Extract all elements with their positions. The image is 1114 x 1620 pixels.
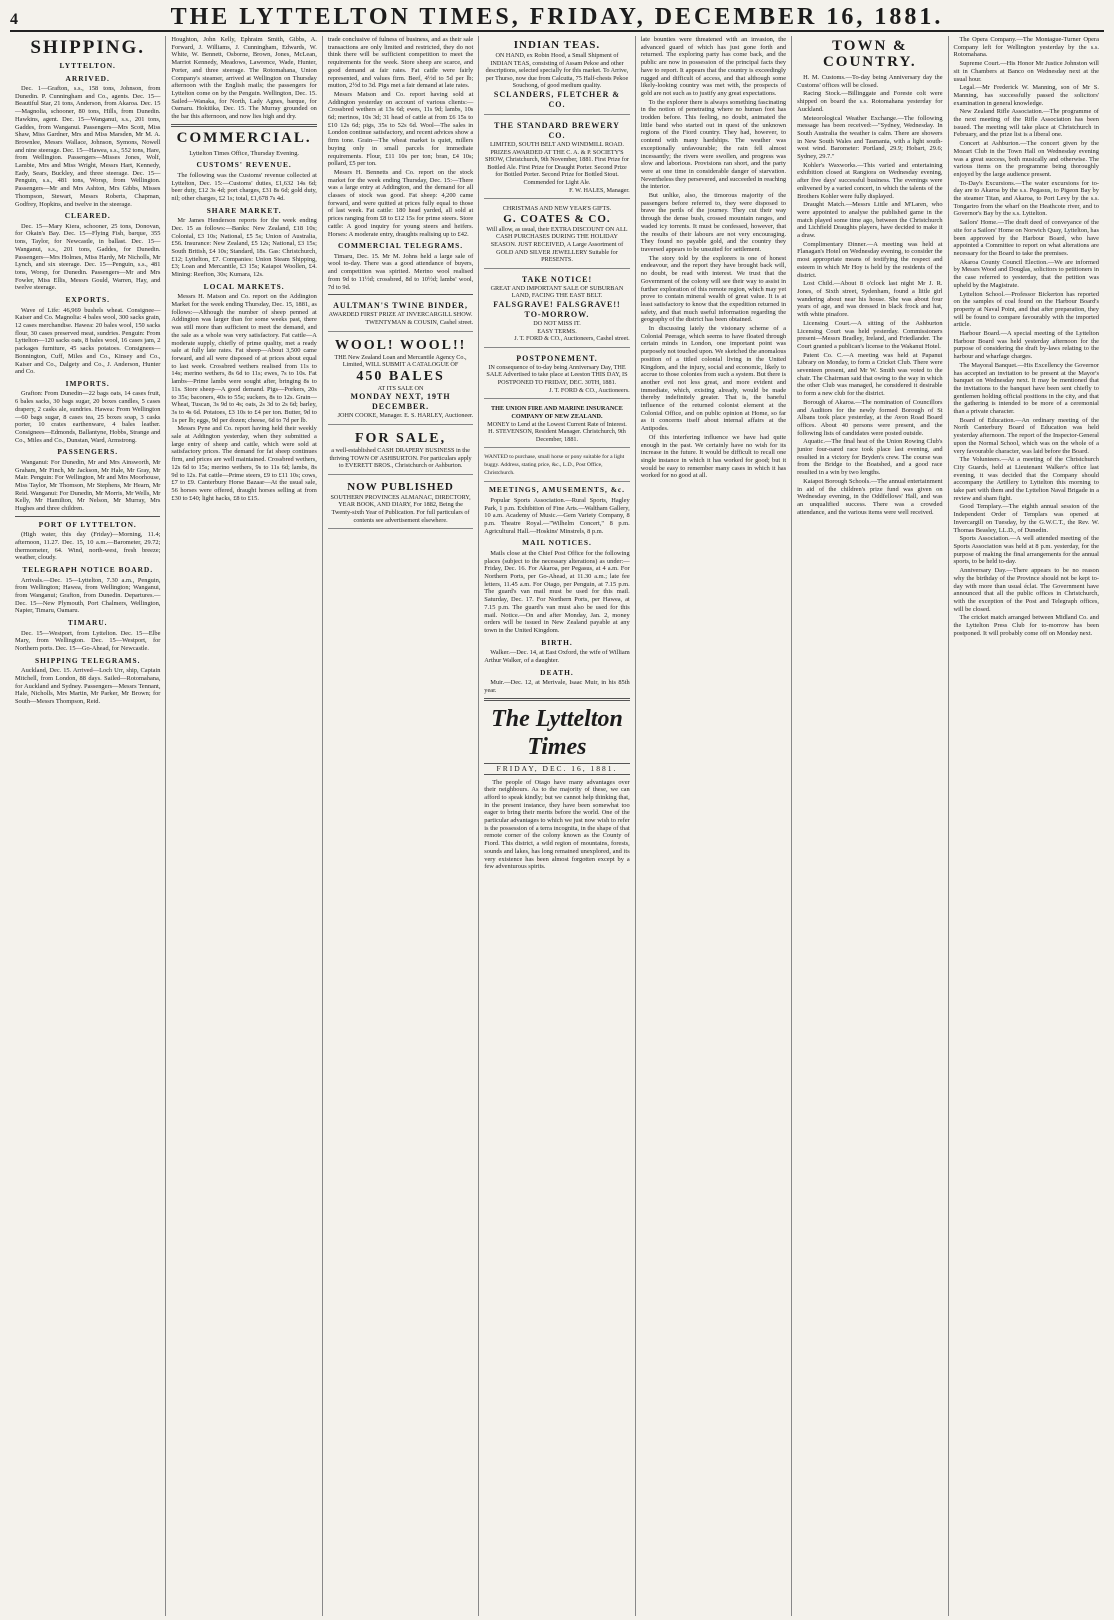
news-item: Kohler's Waxworks.—This varied and entertaining exhibition closed at Rangiora on Wednesday evening, after five days' successful business. The evenings were enlivened by a varied concert, in which the talents of the Brothers Kohler were fully displayed.: [797, 161, 943, 200]
subhead-local-markets: LOCAL MARKETS.: [203, 281, 285, 291]
shipping-continued-text: Houghton, John Kelly, Ephraim Smith, Gibbs, A. Forward, J. Williams, J. Cunningham, Edwards, W. White, W. Bennett, Osborne, Brown, Jones, McLean, Marriot Kennedy, Meadows, Lawrence, Wade, Hunter, Porter, and three steerage. The Rotomahana, Union Company's steamer, arrived at Wellington on Thursday afternoon with the English mails; the passengers for Lyttelton come on by the Penguin. Wellington, Dec. 15. Sailed—Wanaka, for North, Lady Agnes, barque, for Oamaru. Hokitika, Dec. 15. The Murray grounded on the bar this afternoon, and now lies high and dry.: [171, 36, 317, 121]
column-town-country-continued: [949, 36, 1104, 1616]
ad-for-sale-heading: FOR SALE,: [354, 431, 447, 447]
ad-wool-sale: [328, 335, 473, 425]
masthead: [10, 4, 1104, 32]
subhead-timaru: TIMARU.: [67, 618, 108, 628]
ad-land-miss: DO NOT MISS IT.: [533, 319, 581, 327]
news-item: Racing Stock.—Billinggate and Foreste colt were shipped on board the s.s. Rotomahana yesterday for Auckland.: [797, 90, 943, 113]
column-shipping: [10, 36, 166, 1616]
ad-union-insurance: [484, 402, 629, 448]
ad-land-heading: TAKE NOTICE!: [521, 274, 593, 284]
ad-coates-pre: CHRISTMAS AND NEW YEAR'S GIFTS.: [502, 205, 612, 213]
section-heading-commercial: COMMERCIAL.: [176, 129, 312, 146]
ad-wool-text: THE New Zealand Loan and Mercantile Agency Co., Limited, WILL SUBMIT A CATALOGUE OF: [334, 353, 467, 369]
column-town-country: [792, 36, 948, 1616]
subhead-meetings: MEETINGS, AMUSEMENTS, &c.: [488, 485, 626, 495]
section-heading-town-country: TOWN & COUNTRY.: [822, 38, 917, 70]
meetings-text: Popular Sports Association.—Rural Sports, Hagley Park, 1 p.m. Exhibition of Fine Arts.—Waltham Gallery, 10 a.m. Academy of Music.—Gem Variety Company, 8 p.m. Theatre Royal.—"Wilhelm Concert," 8 p.m. Agricultural Hall.—Hoskins' Minstrels, 8 p.m.: [484, 496, 630, 535]
subhead-port: PORT OF LYTTELTON.: [38, 519, 137, 529]
ad-postponement-text: IN consequence of to-day being Anniversary Day, THE SALE Advertised to take place at Leeston THIS DAY, IS POSTPONED TO FRIDAY, DEC. 30TH, 1881.: [486, 363, 628, 387]
news-item: The Opera Company.—The Montague-Turner Opera Company left for Wellington yesterday by the s.s. Rotomahana.: [953, 36, 1099, 59]
news-item: Concert at Ashburton.—The concert given by the Mozart Club in the Town Hall on Wednesday evening was a great success, both musically and otherwise. The various items on the programme being thoroughly enjoyed by the large audience present.: [953, 140, 1099, 178]
news-item: Sailors' Home.—The draft deed of conveyance of the site for a Sailors' Home on Norwich Quay, Lyttelton, has been approved by the Harbour Board, who have appointed a Committee to report on what alterations are necessary for the Board to take the premises.: [953, 219, 1099, 257]
news-item: New Zealand Rifle Association.—The programme of the next meeting of the Rifle Association has been issued. The meeting will take place at Christchurch in February, and the prize list is a liberal one.: [953, 108, 1099, 139]
leader-paragraph: In discussing lately the visionary scheme of a Colonial Peerage, which seems to have floated through certain minds in London, one important point was purposely not touched upon. We sketched the anomalous position of a titled colonial living in the United Kingdom, and the injury, social and economic, likely to accrue to those colonies from such a system. But there is another evil not less great, and more evident and immediate, which, existing already, would be made thereby indefinitely greater. That is, the baneful influence of the returned colonist element at the Colonial Office, and on public opinion at Home, so far as it concerns itself about internal affairs at the Antipodes.: [640, 325, 787, 433]
ad-indian-teas-signature: SCLANDERS, FLETCHER & CO.: [493, 89, 621, 109]
ad-for-sale: [328, 428, 473, 475]
leader-paragraph: To the explorer there is always something fascinating in the notion of penetrating where no human foot has trodden before. This feeling, no doubt, animated the little band who started out in quest of the unknown regions of the Fiord country. They had, however, to contend with many hardships. The weather was exceptionally unfavourable; the rain fell almost incessantly; the rivers were swollen, and progress was slow and laborious. Provisions ran short, and the party were at one time in considerable danger of starvation. Nevertheless they persevered, and succeeded in reaching the interior.: [640, 98, 787, 191]
birth-text: Walker.—Dec. 14, at East Oxford, the wife of William Arthur Walker, of a daughter.: [484, 649, 630, 664]
subhead-arrived: ARRIVED.: [65, 73, 110, 83]
leader-paragraph: The people of Otago have many advantages over their neighbours. As to the majority of these, we can afford to speak kindly; but we cannot help thinking that, in the present instance, they have been somewhat too eager to bring their merits before the world. One of the particular advantages to which we just now wish to refer is the possession of a terra incognita, in the shape of that remote corner of the colony known as the County of Fiord. This district, a wild region of mountains, forests, sounds and lakes, has long remained unexplored, and its very existence has been almost forgotten except by a few adventurous spirits.: [484, 778, 630, 871]
news-item: Akaroa County Council Election.—We are informed by Messrs Wood and Douglas, solicitors to petitioners in the case referred to yesterday, that the petition was upheld by the Magistrate.: [953, 258, 1099, 289]
leader-dateline: FRIDAY, DEC. 16, 1881.: [484, 763, 629, 775]
news-item: Supreme Court.—His Honor Mr Justice Johnston will sit in Chambers at Banco on Wednesday next at the usual hour.: [953, 60, 1099, 83]
news-item: Board of Education.—An ordinary meeting of the North Canterbury Board of Education was held yesterday afternoon. The report of the Inspector-General upon the Normal School, which was on the whole of a very favourable character, was laid before the Board.: [953, 416, 1099, 455]
ad-almanac: [328, 478, 473, 529]
ad-coates: [484, 202, 629, 269]
ad-twine-binder-sub: AWARDED FIRST PRIZE AT INVERCARGILL SHOW.: [328, 311, 473, 319]
news-item: Anniversary Day.—There appears to be no reason why the birthday of the Province should not be kept to-day with more than usual éclat. The Government have announced that all the public offices in Christchurch, with the exception of the Post and Telegraph offices, will be closed.: [953, 567, 1099, 613]
share-text: Mr James Henderson reports for the week ending Dec. 15 as follows:—Banks: New Zealand, £18 10s; Colonial, £3 10s; National, £5 5s; Union of Australia, £56. Insurance: New Zealand, £5 12s; National, £3 15s; South British, £4 10s; Standard, 18s. Gas: Christchurch, £12; Lyttelton, £7. Companies: Union Steam Shipping, £3; Loan and Mercantile, £3 15s; Kaiapoi Woollen, £4. Mining: Reefton, 30s; Kumara, 12s.: [171, 217, 317, 279]
mail-text: Mails close at the Chief Post Office for the following places (subject to the necessary alterations) as under:— Friday, Dec. 16. For Akaroa, per Pegasus, at 4 a.m. For Northern Ports, per Go-Ahead, at 11.30 a.m.; late fee letters, 11.45 a.m. For Otago, per Penguin, at 7.15 p.m. The guard's van mail must be used for this mail. Saturday, Dec. 17. For Northern Ports, per Hawea, at 7.15 p.m. The guard's van must also be used for this mail. Notice.—On and after Monday, Jan. 2, money orders will be issued in New Zealand payable at any town in the United Kingdom.: [484, 549, 630, 634]
subhead-customs: CUSTOMS' REVENUE.: [196, 160, 292, 170]
leader-paragraph: late bounties were threatened with an invasion, the advanced guard of which has just gone forth and returned. The exploring party has come back, and the public are now in possession of the principal facts they have to report. It appears that the country is exceedingly rugged and difficult of access, and that although some likely-looking country was met with, the prospects of gold are not such as to justify any great expectations.: [640, 36, 787, 97]
markets-report-3: Messrs H. Bennetts and Co. report on the stock market for the week ending Thursday, Dec. 15:—There was a large entry at Addington, and the demand for all classes of stock was good. Fat sheep: 4,200 came forward, and were quitted at prices fully equal to those of last week. Fat cattle: 180 head yarded, all sold at prices ranging from £8 to £12 15s for prime steers. Store cattle: A good inquiry for young steers and heifers. Horses: A moderate entry, draughts realising up to £42.: [327, 168, 474, 238]
ad-land-terms: EASY TERMS.: [537, 327, 577, 335]
ad-insurance-heading: THE UNION FIRE AND MARINE INSURANCE COMPANY OF NEW ZEALAND.: [491, 405, 623, 420]
subhead-mail-notices: MAIL NOTICES.: [522, 538, 592, 548]
column-ads-leader: [479, 36, 635, 1616]
news-item: Legal.—Mr Frederick W. Manning, son of Mr S. Manning, has successfully passed the solicitors' examination in general knowledge.: [953, 84, 1099, 107]
subhead-share-market: SHARE MARKET.: [206, 205, 282, 215]
ad-brewery-signature: F. W. HALES, Manager.: [569, 186, 630, 194]
subhead-exports: EXPORTS.: [65, 295, 110, 305]
ad-twine-binder: [328, 298, 473, 331]
ad-wool-text-2: AT ITS SALE ON: [377, 384, 424, 392]
news-item: Patent Co. C.—A meeting was held at Papanui Library on Monday, to form a Cricket Club. There were seventeen present, and Mr W. Smith was voted to the chair. The Chairman said that owing to the way in which the other Club was managed, he considered it desirable to form a new club for the district.: [797, 351, 943, 398]
ad-land-signature: J. T. FORD & CO., Auctioneers, Cashel street.: [514, 335, 630, 343]
exports-text: Wave of Life: 46,969 bushels wheat. Consignee—Kaiser and Co. Magnolia: 4 bales wool, 300 sacks grain, 12 cases merchandise. Hawea: 20 bales wool, 150 sacks flour, 30 cases preserved meat, sundries. Penguin: From Lyttelton—120 sacks oats, 8 bales wool, 16 cases jam, 2 packages furniture, 45 sacks potatoes. Consignees—Bonnington, Cuff, Miles and Co., Kinsey and Co., Kaiser and Co., Dalgety and Co., J. Anderson, Hunter and Co.: [15, 306, 161, 376]
death-text: Muir.—Dec. 12, at Merivale, Isaac Muir, in his 85th year.: [484, 679, 630, 694]
subhead-imports: IMPORTS.: [65, 378, 110, 388]
timaru-text: Dec. 15—Westport, from Lyttelton. Dec. 15—Elbe Mary, from Wellington. Dec. 15—Westport, for Northern ports. Dec. 15—Go-Ahead, for Newcastle.: [15, 629, 161, 652]
ad-for-sale-text: a well-established CASH DRAPERY BUSINESS in the thriving TOWN OF ASHBURTON. For particulars apply to EVERETT BROS., Christchurch or Ashburton.: [329, 447, 472, 470]
passengers-text: Wanganui: For Dunedin, Mr and Mrs Ainsworth, Mr Graham, Mr Finch, Mr Jackson, Mr Hale, Mr Gray, Mr Mair. Penguin: For Wellington, Mr and Mrs Moorhouse, Miss Taylor, Mr Thomson, Mr Stephens, Mr Hearn, Mr Reid. Wanganui: For Dunedin, Mr Morris, Mr Wells, Mr Kelly, Mr Hamilton, Mr Nelson, Mr Murray, Mrs Hughes and three children.: [15, 458, 161, 513]
ad-wanted: [484, 451, 629, 482]
port-text: (High water, this day (Friday)—Morning, 11.4; afternoon, 11.27. Dec. 15, 10 a.m.—Barometer, 29.72; thermometer, 64. Wind, north-west, fresh breeze; weather, cloudy.: [15, 531, 161, 562]
leader-paper-title: The Lyttelton Times: [491, 705, 623, 760]
customs-text: The following was the Customs' revenue collected at Lyttelton, Dec. 15:—Customs' duties, £1,632 14s 6d; beer duty, £12 3s 4d; port charges, £31 8s 6d; gold duty, nil; other charges, £2 1s; total, £1,678 7s 4d.: [171, 171, 317, 203]
column-commercial: [166, 36, 322, 1616]
ad-coates-heading: G. COATES & CO.: [503, 212, 611, 225]
news-item: The Volunteers.—At a meeting of the Christchurch City Guards, held at Lieutenant Walker's office last evening, it was decided that the Company should accompany the Artillery to Lyttelton this morning to take part with them and the Lyttelton Naval Brigade in a review and sham fight.: [953, 456, 1099, 502]
news-item: Harbour Board.—A special meeting of the Lyttelton Harbour Board was held yesterday afternoon for the purpose of considering the draft by-laws relating to the harbour and wharfage charges.: [953, 330, 1099, 361]
ad-postponement: [484, 351, 629, 399]
news-item: Lyttelton School.—Professor Bickerton has reported on the samples of coal found on the Harbour Board's property at Naval Point, and that after preparation, they will be found to compare favourably with the imported article.: [953, 290, 1099, 329]
page-number: 4: [10, 11, 18, 28]
subhead-lyttelton: LYTTELTON.: [59, 61, 116, 70]
news-item: Borough of Akaroa.—The nomination of Councillors and Auditors for the newly formed Borough of St Albans took place yesterday, at the Avon Road Board offices. About 40 persons were present, and the following lists of candidates were posted outside.: [797, 398, 943, 437]
telegraph-text: Arrivals.—Dec. 15—Lyttelton, 7.30 a.m., Penguin, from Wellington; Hawea, from Wellington; Wanganui, from Wanganui; Grafton, from Dunedin. Departures.—Dec. 15—New Plymouth, Port Chalmers, Wellington, Napier, Timaru, Oamaru.: [15, 576, 161, 615]
news-item: Draught Match.—Messrs Little and M'Laren, who were appointed to analyse the published game in the match played some time ago, between the Christchurch and Lichfield Draughts players, have decided to make it a draw.: [797, 201, 943, 240]
subhead-passengers: PASSENGERS.: [57, 447, 119, 457]
news-item: The cricket match arranged between Midland Co. and the Lyttelton Press Club for to-morrow has been postponed. It will probably come off on Monday next.: [953, 614, 1099, 637]
ad-almanac-heading: NOW PUBLISHED: [347, 480, 454, 493]
ad-almanac-text: SOUTHERN PROVINCES ALMANAC, DIRECTORY, YEAR BOOK, AND DIARY, For 1882, Being the Twenty-sixth Year of Publication. For full particulars of contents see advertisement elsewhere.: [330, 493, 471, 524]
ad-wool-heading: WOOL! WOOL!!: [334, 337, 467, 353]
markets-text: Messrs H. Matson and Co. report on the Addington Market for the week ending Thursday, Dec. 15, 1881, as follows:—Although the number of sheep penned at Addington was larger than for some weeks past, there was still more than sufficient to meet the demand, and the sale as a whole was very satisfactory. Fat cattle—A moderate supply, chiefly of prime quality, met a ready sale at fully late rates. Fat sheep—About 3,500 came forward, and all were disposed of at prices about equal to last week. Crossbred wethers realised from 11s to 14s; merino wethers, 8s 6d to 11s; ewes, 7s to 10s. Fat lambs—Prime lambs were sought after, bringing 8s to 11s. Store sheep—A good demand. Pigs—Porkers, 20s to 35s; baconers, 40s to 55s; suckers, 8s to 12s. Grain—Wheat, Tuscan, 3s 9d to 4s; oats, 2s 3d to 2s 6d; barley, 3s to 4s 6d. Potatoes, £3 10s to £4 per ton. Butter, 9d to 1s per lb; eggs, 9d per dozen; cheese, 6d to 7d per lb.: [171, 293, 317, 424]
arrived-text: Dec. 1—Grafton, s.s., 158 tons, Johnson, from Dunedin. P. Cunningham and Co., agents. Dec. 15—Beautiful Star, 21 tons, Anderson, from Akaroa. Dec. 15—Magnolia, schooner, 80 tons, Hills, from Dunedin. Hawkins, agent. Dec. 15—Wanganui, s.s., 201 tons, Gaddes, from Wanganui. Passengers—Mrs Scott, Miss Shaw, Miss Gardner, Mrs and Miss Marsden, Mr M. A. Brownlee, Messrs Wallace, Johnson, Symons, Nowell and nine steerage. Dec. 15—Hawea, s.s., 552 tons, Hare, from Wellington. Passengers—Misses Jones, Wolf, Lambie, Mrs and Miss Wright, Messrs Hart, Kennedy, Eady, Sears, Buckley, and three steerage. Dec. 15—Penguin, s.s., 481 tons, Worsp, from Wellington. Passengers—Mr and Mrs Ashton, Mrs Gibbs, Misses Thompson, Stewart, Messrs Roberts, Chapman, Godfrey, Hopkins, and twelve in the steerage.: [15, 85, 161, 208]
ad-indian-teas-text: ON HAND, ex Robin Hood, a Small Shipment of INDIAN TEAS, consisting of Assam Pekoe and other descriptions, selected specially for this market. To Arrive, per Thurso, now due from Calcutta, 75 Half-chests Pekoe Souchong, of good medium quality.: [485, 52, 629, 90]
column-container: [10, 36, 1104, 1616]
news-item: Kaiapoi Borough Schools.—The annual entertainment in aid of the children's prize fund was given on Wednesday evening, in the Oddfellows' Hall, and was an unqualified success. There was a crowded attendance, and the various items were well received.: [797, 477, 943, 516]
leader-article: [484, 779, 629, 871]
subhead-telegraph: TELEGRAPH NOTICE BOARD.: [22, 565, 154, 575]
ad-land-sale: [484, 272, 629, 348]
divider: [484, 698, 629, 701]
ad-insurance-text: MONEY to Lend at the Lowest Current Rate of Interest. H. STEVENSON, Resident Manager. Christchurch, 9th December, 1881.: [487, 420, 627, 443]
ad-land-bold: FALSGRAVE! FALSGRAVE!!: [493, 299, 621, 309]
leader-paragraph: Of this interfering influence we have had quite enough in the past. We certainly have no wish for its increase in the future. It would be difficult to recall one single instance in which it has worked for good; but it would be easy to remember many cases in which it has worked for no good at all.: [640, 433, 787, 480]
ad-brewery-text: LIMITED, SOUTH BELT AND WINDMILL ROAD. PRIZES AWARDED AT THE C. A. & P. SOCIETY'S SHOW, Christchurch, 9th November, 1881. First Prize for Bottled Ale. First Prize for Draught Porter. Second Prize for Bottled Porter. Second Prize for Bottled Stout. Commended for Light Ale.: [484, 140, 629, 186]
markets-report-2: Messrs Matson and Co. report having sold at Addington yesterday on account of various clients:—Crossbred wethers at 13s 6d; ewes, 11s 9d; lambs, 10s 6d; merinos, 10s 3d; 31 head of cattle at from £6 15s to £10 12s 6d; pigs, 35s to 52s 6d. Wool—The sales in London continue satisfactory, and recent advices show a firm tone. Grain—The wheat market is quiet, millers buying only in small parcels for immediate requirements. Flour, £11 10s per ton; bran, £4 10s; pollard, £5 per ton.: [327, 90, 474, 168]
ad-wanted-text: WANTED to purchase, small horse or pony suitable for a light buggy. Address, stating price, &c., L.D., Post Office, Christchurch.: [484, 454, 625, 476]
ad-standard-brewery: [484, 118, 629, 199]
ad-wool-bales: 450 BALES: [356, 368, 445, 384]
leader-paragraph: The story told by the explorers is one of honest endeavour, and the report they have brought back will, no doubt, be read with interest. We trust that the Government of the colony will see their way to assist in further exploration of this remote region, which may yet prove to contain mineral wealth of great value. It is at least satisfactory to know that the expedition returned in safety, and that much useful information regarding the geography of the district has been obtained.: [640, 254, 787, 324]
cleared-text: Dec. 15—Mary Kiera, schooner, 25 tons, Donovan, for Okain's Bay. Dec. 15—Flying Fish, barque, 355 tons, Taylor, for Newcastle, in ballast. Dec. 15—Wanganui, s.s., 201 tons, Gaddes, for Dunedin. Passengers—Mrs Holmes, Miss Hardy, Mr Nicholls, Mr Lynch, and six steerage. Dec. 15—Penguin, s.s., 481 tons, Worsp, for Dunedin. Passengers—Mr and Mrs Fowler, Miss Ellis, Messrs Gould, Warren, Hay, and twelve steerage.: [15, 222, 161, 292]
ad-wool-signature: JOHN COOKE, Manager. E. S. HARLEY, Auctioneer.: [337, 412, 474, 420]
news-item: To-Day's Excursions.—The water excursions for to-day are to Akaroa by the s.s. Pegasus, to Pigeon Bay by the steamer Titan, and Akaroa, to Port Levy by the s.s. Tongariro from the wharf on the Heathcote river, and to Governor's Bay by the s.s. Lyttelton.: [953, 179, 1099, 218]
section-heading-shipping: SHIPPING.: [30, 37, 146, 58]
ad-twine-binder-agent: TWENTYMAN & COUSIN, Cashel street.: [365, 318, 474, 326]
subhead-shipping-telegrams: SHIPPING TELEGRAMS.: [34, 655, 141, 665]
ad-twine-binder-heading: AULTMAN'S TWINE BINDER,: [333, 301, 468, 311]
shipping-telegrams-text: Auckland, Dec. 15. Arrived—Loch Urr, ship, Captain Mitchell, from London, 88 days. Sailed—Rotomahana, for Auckland and Sydney. Passengers—Messrs Tennant, Hale, Nicholls, Mrs Martin, Mr Parker, Mr Brown; for South—Messrs Thompson, Reid.: [15, 667, 161, 705]
ad-land-when: TO-MORROW.: [524, 309, 590, 319]
subhead-birth: BIRTH.: [541, 637, 573, 647]
news-item: Licensing Court.—A sitting of the Ashburton Licensing Court was held yesterday. Commissioners present—Messrs Bradley, Ireland, and Friedlander. The Court granted a publican's license to the Wakanui Hotel.: [797, 319, 943, 350]
subhead-commercial-telegrams: COMMERCIAL TELEGRAMS.: [337, 241, 464, 251]
leader-paragraph: But unlike, also, the timorous majority of the passengers before referred to, they were disposed to brave the perils of the journey. They cut their way through the dense bush, crossed mountain ranges, and waded icy torrents. It must be confessed, however, that the results of their labours are not very encouraging. They found no payable gold, and the country they traversed appears to be unsuited for settlement.: [640, 192, 787, 253]
ad-brewery-heading: THE STANDARD BREWERY CO.: [494, 120, 620, 140]
news-item: Meteorological Weather Exchange.—The following message has been received:—"Sydney, Wednesday. In South Australia the weather is calm. There are showers in New South Wales and Tasmania, with a light south-west wind. Barometer: Portland, 29.9; Hobart, 29.6; Sydney, 29.7.": [797, 114, 943, 161]
newspaper-title: THE LYTTELTON TIMES, FRIDAY, DECEMBER 16, 1881.: [170, 4, 944, 30]
divider: [328, 294, 473, 295]
column-leader: [636, 36, 792, 1616]
news-item: Good Templary.—The eighth annual session of the Independent Order of Templars was opened at Invercargill on Tuesday, by the G.W.C.T., the Rev. W. Thomas Beasley, LL.D., of Dunedin.: [953, 503, 1099, 534]
ad-indian-teas-heading: INDIAN TEAS.: [513, 39, 601, 51]
news-item: Sports Association.—A well attended meeting of the Sports Association was held at 8 p.m. yesterday, for the purpose of making the final arrangements for the annual sports, to be held to-day.: [953, 535, 1099, 566]
markets-continued-text: trade conclusive of fulness of business, and as their sale transactions are only limited and restricted, they do not think there will be sufficient competition to meet the requirements for the week. Store sheep are scarce, and good demand at fair rates. Fat cattle were fairly represented, and values firm. Beef, 4½d to 5d per lb; mutton, 2½d to 3d. Pigs met a fair demand at late rates.: [327, 36, 474, 90]
ad-postponement-heading: POSTPONEMENT.: [516, 353, 598, 363]
ad-coates-text: Will allow, as usual, their EXTRA DISCOUNT ON ALL CASH PURCHASES DURING THE HOLIDAY SEASON. JUST RECEIVED, A Large Assortment of GOLD AND SILVER JEWELLERY Suitable for PRESENTS.: [486, 225, 628, 264]
news-item: Aquatic.—The final heat of the Union Rowing Club's junior four-oared race took place last evening, and resulted in a victory for Bryden's crew. The course was from the Bridge to the Boatshed, and a good race resulted in a win by two lengths.: [797, 438, 943, 477]
news-item: The Mayoral Banquet.—His Excellency the Governor has accepted an invitation to be present at the Mayor's banquet on Wednesday next. It may be mentioned that the invitations to the banquet have been sent chiefly to gentlemen holding official positions in the city, and that the gathering is intended to be more of a ceremonial than a private character.: [953, 361, 1099, 416]
ad-land-text: GREAT AND IMPORTANT SALE OF SUBURBAN LAND, FACING THE EAST BELT.: [490, 284, 624, 300]
imports-text: Grafton: From Dunedin—22 bags oats, 14 cases fruit, 6 bales sacks, 30 bags sugar, 20 boxes candles, 5 cases drapery, 2 casks ale, sundries. Hawea: From Wellington—60 bags sugar, 8 cases tea, 25 boxes soap, 3 casks porter, 10 crates earthenware, 4 bales leather. Consignees—Edmonds, Ballantyne, Hobbs, Strange and Co., Miles and Co., Dunstan, Ward, Armstrong.: [15, 390, 161, 444]
column-markets-ads: [323, 36, 479, 1616]
markets-text-2: Messrs Pyne and Co. report having held their weekly sale at Addington yesterday, when they submitted a large entry of sheep and cattle, which were sold at satisfactory prices. The demand for fat sheep continues firm, and prices are well maintained. Crossbred wethers, 12s 6d to 15s; merino wethers, 9s to 11s 6d; lambs, 8s 9d to 12s. Fat cattle—Prime steers, £9 to £11 10s; cows, £7 to £9. Canterbury Horse Bazaar—At the usual sale, 56 horses were offered, draught horses selling at from £30 to £40; light hacks, £8 to £15.: [171, 425, 317, 502]
news-item: Lost Child.—About 8 o'clock last night Mr J. R. Jones, of Sixth street, Sydenham, found a little girl wandering about near his house. She was about four years of age, and was dressed in black frock and hat, with white pinafore.: [797, 280, 943, 319]
divider: [15, 516, 160, 517]
office-line: Lyttelton Times Office, Thursday Evening.: [189, 149, 300, 157]
ad-indian-teas: [484, 36, 629, 115]
subhead-death: DEATH.: [540, 667, 574, 677]
divider: [171, 124, 316, 127]
news-item: Complimentary Dinner.—A meeting was held at Flanagan's Hotel on Wednesday evening, to consider the most appropriate means of testifying the respect and esteem in which Mr Hoy is held by the residents of the district.: [797, 240, 943, 279]
ad-wool-date: MONDAY NEXT, 19TH DECEMBER.: [350, 392, 451, 412]
subhead-cleared: CLEARED.: [64, 211, 111, 221]
news-item: H. M. Customs.—To-day being Anniversary day the Customs' offices will be closed.: [797, 74, 943, 89]
ad-postponement-signature: J. T. FORD & CO., Auctioneers.: [549, 386, 630, 394]
commercial-telegrams-text: Timaru, Dec. 15. Mr M. Johns held a large sale of wool to-day. There was a good attendance of buyers, and competition was spirited. Merino wool realised from 9d to 11½d; crossbred, 8d to 10½d; lambs' wool, 7d to 9d.: [327, 252, 474, 291]
